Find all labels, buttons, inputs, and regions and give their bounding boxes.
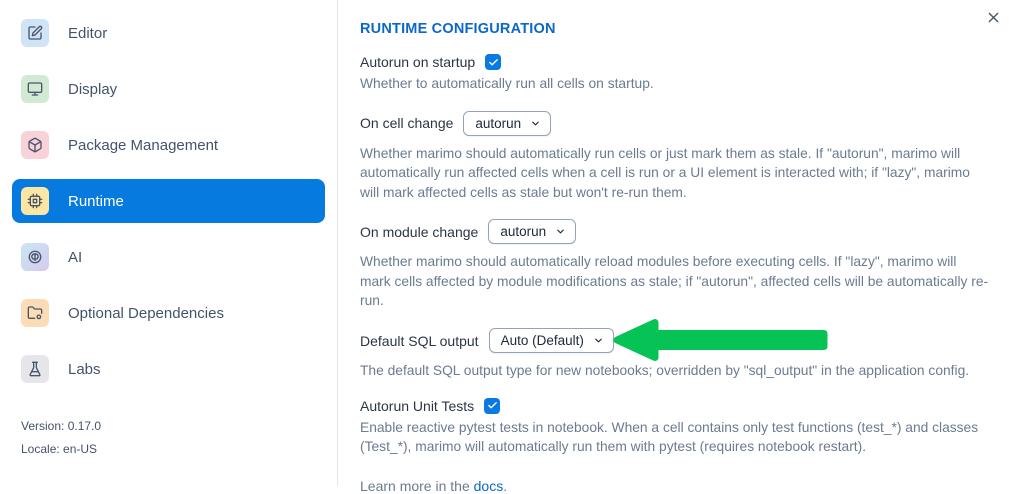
setting-label: On cell change [360,115,454,132]
setting-autorun-on-startup [360,54,990,94]
setting-label: Autorun Unit Tests [360,397,475,414]
sidebar-meta [12,419,325,465]
chevron-down-icon [555,226,566,237]
select-value: Auto (Default) [500,333,584,349]
settings-sidebar [0,0,338,486]
cpu-icon [21,187,49,215]
setting-description: Whether to automatically run all cells on startup. [360,76,654,91]
sidebar-item-package-management[interactable] [12,123,325,167]
setting-description: The default SQL output type for new notebooks; overridden by "sql_output" in the application config. [360,363,970,379]
locale-text: Locale: en-US [21,442,98,456]
page-title: RUNTIME CONFIGURATION [360,21,556,37]
setting-on-cell-change [360,111,990,203]
select-value: autorun [475,115,522,131]
setting-default-sql-output [360,328,990,381]
setting-on-module-change [360,219,990,311]
setting-description: Enable reactive pytest tests in notebook. When a cell contains only test functions (test_*) and classes (Test_*), marimo will automatically run them with pytest (requires notebook restart). [360,419,979,455]
setting-description: Whether marimo should automatically reload modules before executing cells. If "lazy", marimo will mark cells affected by module modifications as stale; if "autorun", affected cells will be automatically re-run. [360,254,989,309]
on-cell-change-select[interactable] [463,111,551,136]
sidebar-item-label: AI [68,248,83,266]
setting-label: On module change [360,223,479,240]
on-module-change-select[interactable] [488,219,576,244]
folder-icon [21,299,49,327]
sidebar-item-runtime[interactable] [12,179,325,223]
sidebar-item-label: Display [68,80,118,98]
setting-label: Autorun on startup [360,54,476,70]
close-icon[interactable] [985,9,1001,25]
select-value: autorun [500,224,547,240]
chevron-down-icon [530,118,541,129]
runtime-configuration-panel [338,0,1014,494]
sidebar-item-label: Package Management [68,136,219,154]
sidebar-item-label: Labs [68,360,101,378]
sidebar-item-label: Optional Dependencies [68,304,224,322]
sidebar-item-optional-dependencies[interactable] [12,291,325,335]
monitor-icon [21,75,49,103]
sidebar-item-label: Runtime [68,192,124,210]
chevron-down-icon [593,335,604,346]
green-arrow-annotation [609,316,833,364]
version-text: Version: 0.17.0 [21,419,102,433]
check-icon [488,57,499,68]
autorun-on-startup-checkbox[interactable] [485,54,501,70]
sidebar-item-ai[interactable] [12,235,325,279]
sidebar-item-labs[interactable] [12,347,325,391]
footer-prefix: Learn more in the [360,477,474,494]
sidebar-item-label: Editor [68,24,108,42]
default-sql-output-select[interactable] [489,328,614,353]
package-icon [21,131,49,159]
edit-icon [21,19,49,47]
footer-suffix: . [503,477,508,494]
sidebar-item-display[interactable] [12,67,325,111]
setting-label: Default SQL output [360,332,479,349]
check-icon [487,400,498,411]
autorun-unit-tests-checkbox[interactable] [484,398,500,414]
setting-description: Whether marimo should automatically run cells or just mark them as stale. If "autorun", marimo will automatically run affected cells when a cell is run or a UI element is interacted with; if "lazy", marimo will mark affected cells as stale but won't re-run them. [360,145,970,200]
flask-icon [21,355,49,383]
setting-autorun-unit-tests [360,398,990,457]
docs-link[interactable]: docs [473,477,504,494]
brain-icon [21,243,49,271]
sidebar-item-editor[interactable] [12,11,325,55]
